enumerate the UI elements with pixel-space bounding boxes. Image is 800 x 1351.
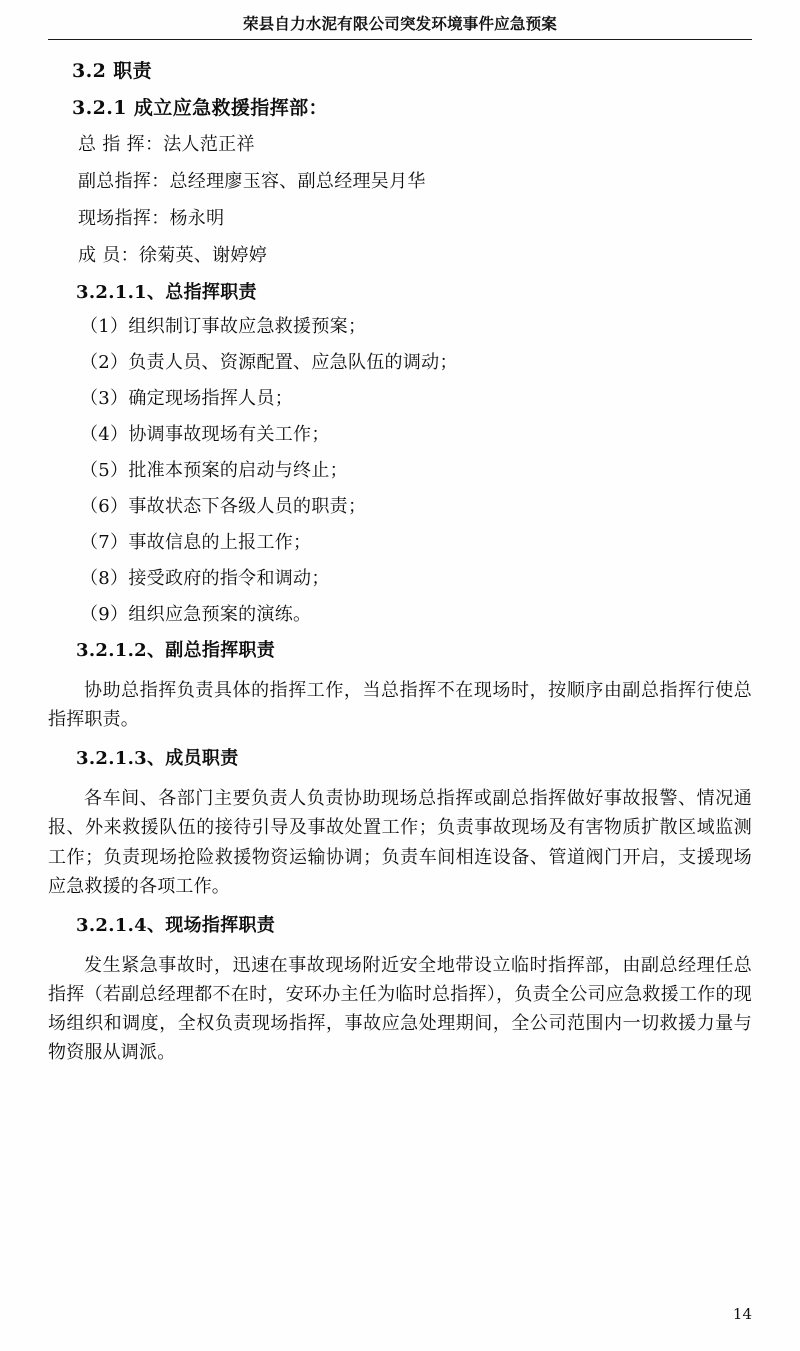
section-heading-3-2-1-1: 3.2.1.1、总指挥职责 [76, 282, 257, 303]
list-item: （5）批准本预案的启动与终止； [80, 460, 348, 481]
role-line: 副总指挥：总经理廖玉容、副总经理吴月华 [78, 171, 426, 192]
list-item: （8）接受政府的指令和调动； [80, 568, 330, 589]
page-header [48, 0, 752, 40]
list-item: （6）事故状态下各级人员的职责； [80, 496, 367, 517]
list-item: （7）事故信息的上报工作； [80, 532, 312, 553]
header-title: 荣县自力水泥有限公司突发环境事件应急预案 [242, 14, 557, 33]
paragraph-3-2-1-3: 各车间、各部门主要负责人负责协助现场总指挥或副总指挥做好事故报警、情况通报、外来救援队伍的接待引导及事故处置工作；负责事故现场及有害物质扩散区域监测工作；负责现场抢险救援物资运输协调；负责车间相连设备、管道阀门开启，支援现场应急救援的各项工作。 [48, 788, 752, 897]
list-item: （4）协调事故现场有关工作； [80, 424, 330, 445]
section-heading-3-2-1: 3.2.1 成立应急救援指挥部： [72, 97, 328, 119]
page-number: 14 [732, 1305, 752, 1323]
section-heading-3-2: 3.2 职责 [72, 60, 153, 82]
paragraph-3-2-1-4: 发生紧急事故时，迅速在事故现场附近安全地带设立临时指挥部，由副总经理任总指挥（若副总经理都不在时，安环办主任为临时总指挥），负责全公司应急救援工作的现场组织和调度，全权负责现场指挥，事故应急处理期间，全公司范围内一切救援力量与物资服从调派。 [48, 954, 752, 1064]
list-item: （2）负责人员、资源配置、应急队伍的调动； [80, 352, 458, 373]
list-item: （9）组织应急预案的演练。 [80, 604, 312, 625]
paragraph-3-2-1-2: 协助总指挥负责具体的指挥工作，当总指挥不在现场时，按顺序由副总指挥行使总指挥职责。 [48, 680, 752, 731]
list-item: （1）组织制订事故应急救援预案； [80, 316, 367, 337]
role-line: 成 员：徐菊英、谢婷婷 [78, 245, 268, 266]
list-item: （3）确定现场指挥人员； [80, 388, 294, 409]
role-line: 现场指挥：杨永明 [78, 208, 225, 229]
role-line: 总 指 挥：法人范正祥 [78, 134, 255, 155]
section-heading-3-2-1-4: 3.2.1.4、现场指挥职责 [76, 914, 276, 936]
section-heading-3-2-1-3: 3.2.1.3、成员职责 [76, 748, 239, 770]
document-content [48, 40, 752, 1068]
section-heading-3-2-1-2: 3.2.1.2、副总指挥职责 [76, 640, 276, 661]
